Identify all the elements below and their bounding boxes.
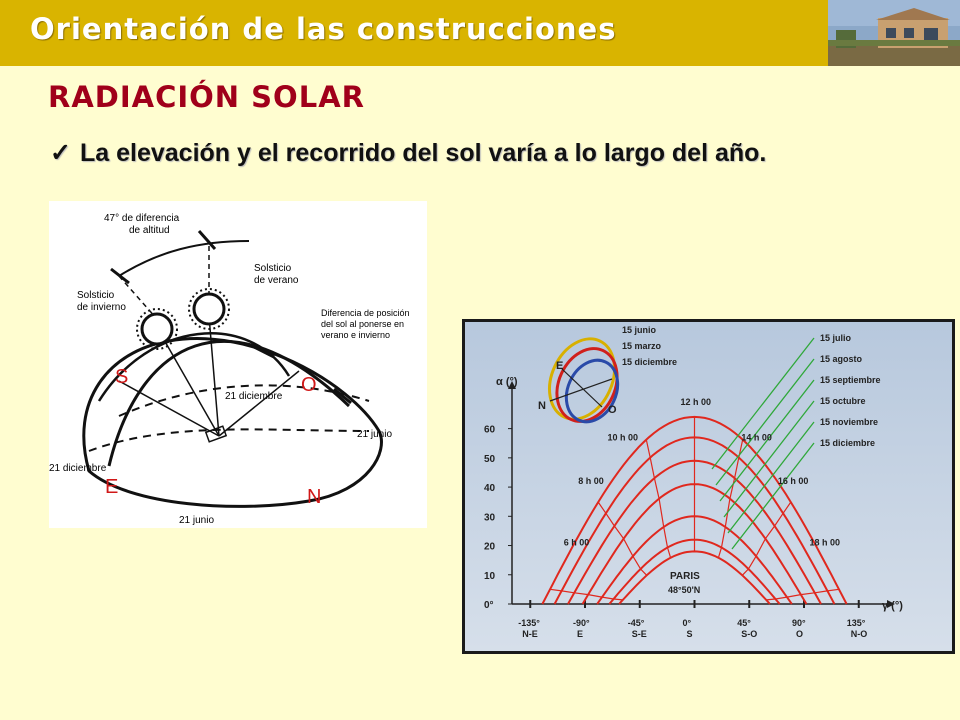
hour-label: 16 h 00 [777,476,809,487]
month-label: 15 diciembre [820,438,876,448]
x-tick-direction: O [796,629,804,639]
svg-text:15 diciembre: 15 diciembre [622,357,678,367]
location-label: PARIS [670,571,700,582]
check-icon: ✓ [50,139,71,167]
svg-text:E: E [556,360,564,372]
hour-label: 14 h 00 [741,432,772,443]
dec21-left-label: 21 diciembre [49,463,107,474]
position-label-1: Diferencia de posición [321,308,410,318]
south-label: S [115,366,129,388]
x-axis-title: γ (°) [882,600,903,612]
y-axis-title: α (°) [496,376,518,388]
sun-path-dome-diagram [49,201,427,528]
y-tick-label: 30 [484,512,496,524]
altitude-label-1: 47° de diferencia [104,213,180,224]
east-label: E [105,476,119,498]
y-tick-label: 50 [484,453,496,465]
summer-label-2: de verano [254,275,299,286]
hour-label: 10 h 00 [607,432,639,443]
x-tick-label: -45° [627,618,645,628]
x-tick-direction: E [577,629,584,639]
section-title: RADIACIÓN SOLAR [48,80,365,114]
latitude-label: 48°50'N [668,585,701,595]
winter-label-2: de invierno [77,302,126,313]
x-tick-label: 90° [792,618,806,628]
x-tick-direction: S-E [631,629,647,639]
north-label: N [307,486,322,508]
bullet-text: La elevación y el recorrido del sol varía a lo largo del año. [80,139,767,167]
dec21-inner-label: 21 diciembre [225,391,283,402]
jun21-right-label: 21 junio [357,429,393,440]
x-tick-label: -90° [573,618,590,628]
svg-text:15 marzo: 15 marzo [622,341,662,351]
title-bar [0,0,828,66]
y-tick-label: 20 [484,541,496,553]
month-label: 15 noviembre [820,417,879,427]
hour-label: 6 h 00 [563,537,590,548]
x-tick-label: -135° [518,618,540,628]
hour-label: 18 h 00 [809,537,840,548]
bullet-item [50,138,766,168]
house-photo [828,0,960,66]
x-tick-direction: N-E [522,629,538,639]
x-tick-label: 135° [846,618,866,628]
west-label: O [301,374,317,396]
winter-label-1: Solsticio [77,290,115,301]
position-label-2: del sol al ponerse en [321,319,405,329]
hour-label: 12 h 00 [680,397,712,408]
y-tick-label: 40 [484,483,496,495]
x-tick-direction: S-O [741,629,758,639]
hour-label: 8 h 00 [578,476,604,487]
sun-elevation-chart [462,319,955,654]
summer-label-1: Solsticio [254,263,292,274]
position-label-3: verano e invierno [321,330,391,340]
month-label: 15 julio [820,333,852,343]
altitude-label-2: de altitud [129,225,170,236]
month-label: 15 agosto [820,354,863,364]
month-label: 15 septiembre [820,375,881,385]
svg-text:O: O [608,404,617,416]
y-tick-label: 0° [484,600,494,611]
y-tick-label: 10 [484,570,496,582]
svg-text:N: N [538,400,546,412]
x-tick-direction: N-O [850,629,868,639]
y-tick-label: 60 [484,424,496,436]
x-tick-label: 45° [737,618,751,628]
svg-text:15 junio: 15 junio [622,325,657,335]
x-tick-label: 0° [682,618,692,628]
month-label: 15 octubre [820,396,866,406]
jun21-bottom-label: 21 junio [179,515,215,526]
x-tick-direction: S [686,629,693,639]
slide-title: Orientación de las construcciones [30,12,617,46]
